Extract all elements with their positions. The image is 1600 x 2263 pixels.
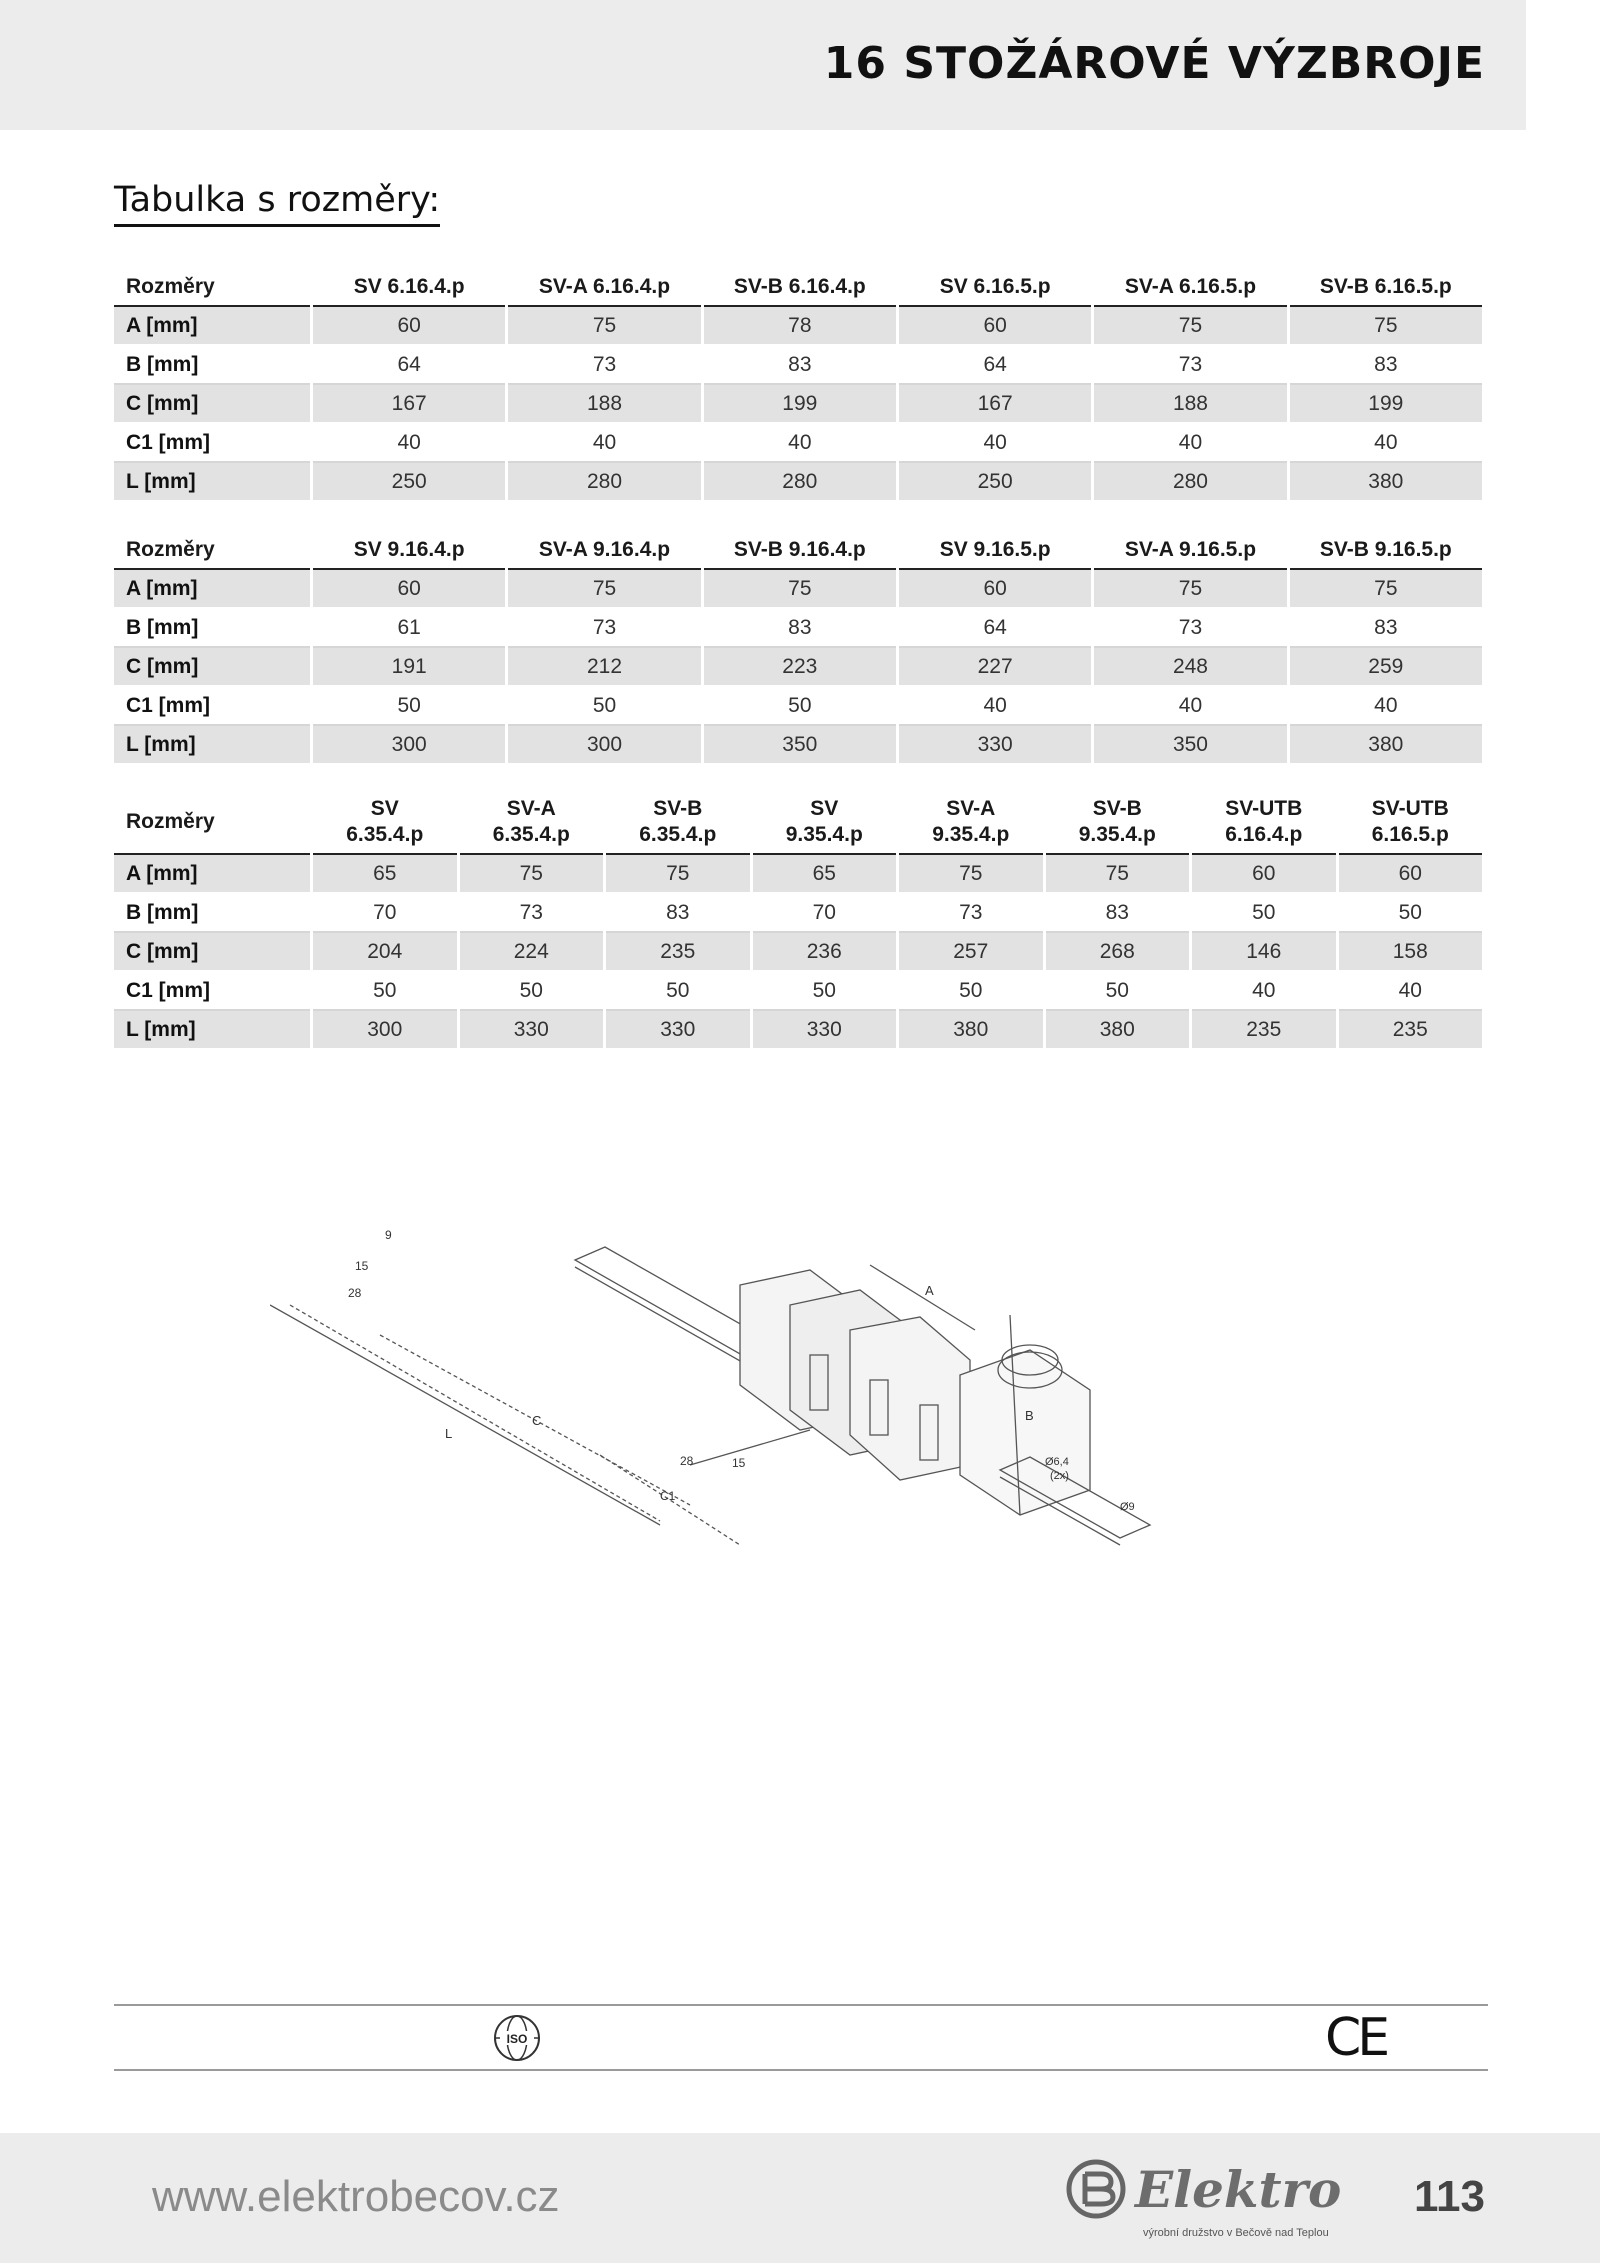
column-header-line1: SV-B bbox=[653, 797, 703, 820]
column-header bbox=[313, 796, 457, 855]
section-title: Tabulka s rozměry: bbox=[114, 180, 440, 227]
column-header bbox=[460, 796, 604, 855]
column-header bbox=[1046, 796, 1190, 855]
elektro-logo-icon bbox=[1065, 2158, 1127, 2220]
label-9-top: 9 bbox=[385, 1228, 392, 1242]
column-header-line2: 6.35.4.p bbox=[346, 823, 424, 846]
table-cell: 50 bbox=[753, 972, 897, 1011]
terminal-block-3 bbox=[850, 1317, 970, 1480]
table-cell: 75 bbox=[508, 570, 700, 609]
column-header bbox=[1192, 796, 1336, 855]
table-cell: 350 bbox=[1094, 726, 1286, 765]
column-header-line1: SV-UTB bbox=[1371, 797, 1449, 820]
table-cell: 75 bbox=[1046, 855, 1190, 894]
column-header: SV 6.16.4.p bbox=[313, 268, 505, 307]
table-cell: 50 bbox=[313, 687, 505, 726]
dimensions-table-2 bbox=[111, 531, 1485, 765]
table-cell: 73 bbox=[460, 894, 604, 933]
table-cell: 73 bbox=[508, 346, 700, 385]
table-cell: 65 bbox=[753, 855, 897, 894]
table-cell: 60 bbox=[899, 307, 1091, 346]
column-header-line1: SV bbox=[810, 797, 839, 820]
table-cell: 75 bbox=[1094, 570, 1286, 609]
column-header-line1: SV bbox=[370, 797, 399, 820]
table-row bbox=[114, 1011, 1482, 1050]
dim-L-extension bbox=[270, 1305, 660, 1525]
ce-mark: CE bbox=[1325, 2008, 1387, 2068]
table-row bbox=[114, 687, 1482, 726]
table-cell: 50 bbox=[1192, 894, 1336, 933]
table-cell: 300 bbox=[508, 726, 700, 765]
column-header: SV-A 6.16.4.p bbox=[508, 268, 700, 307]
table-cell: 60 bbox=[899, 570, 1091, 609]
table-cell: 40 bbox=[1192, 972, 1336, 1011]
table-cell: 259 bbox=[1290, 648, 1482, 687]
table-header-row bbox=[114, 531, 1482, 570]
table-cell: 300 bbox=[313, 726, 505, 765]
table-cell: 250 bbox=[313, 463, 505, 502]
label-28-top: 28 bbox=[348, 1286, 362, 1300]
table-cell: 40 bbox=[899, 687, 1091, 726]
column-header: SV-A 9.16.4.p bbox=[508, 531, 700, 570]
table-cell: 60 bbox=[313, 570, 505, 609]
table-cell: 83 bbox=[1290, 609, 1482, 648]
table-cell: 40 bbox=[1339, 972, 1483, 1011]
row-label: C1 [mm] bbox=[114, 972, 310, 1011]
table-cell: 65 bbox=[313, 855, 457, 894]
corner-cell: Rozměry bbox=[114, 531, 310, 570]
chapter-title: 16 STOŽÁROVÉ VÝZBROJE bbox=[823, 38, 1485, 89]
label-15-top: 15 bbox=[355, 1259, 369, 1273]
table-header-row bbox=[114, 268, 1482, 307]
table-cell: 188 bbox=[1094, 385, 1286, 424]
row-label: C [mm] bbox=[114, 933, 310, 972]
label-9-bottom: Ø9 bbox=[1120, 1501, 1135, 1513]
table-cell: 146 bbox=[1192, 933, 1336, 972]
table-cell: 73 bbox=[508, 609, 700, 648]
iso-label: ISO bbox=[506, 2032, 528, 2046]
technical-drawing bbox=[270, 1225, 1250, 1785]
table-cell: 167 bbox=[313, 385, 505, 424]
table-row bbox=[114, 609, 1482, 648]
column-header bbox=[1339, 796, 1483, 855]
table-cell: 191 bbox=[313, 648, 505, 687]
label-C: C bbox=[532, 1413, 542, 1428]
table-cell: 83 bbox=[704, 609, 896, 648]
table-cell: 75 bbox=[508, 307, 700, 346]
column-header: SV 6.16.5.p bbox=[899, 268, 1091, 307]
table-row bbox=[114, 855, 1482, 894]
table-cell: 199 bbox=[704, 385, 896, 424]
table-cell: 40 bbox=[508, 424, 700, 463]
table-cell: 75 bbox=[460, 855, 604, 894]
table-cell: 380 bbox=[1046, 1011, 1190, 1050]
table-cell: 75 bbox=[1290, 570, 1482, 609]
table-cell: 75 bbox=[1290, 307, 1482, 346]
table-cell: 236 bbox=[753, 933, 897, 972]
row-label: A [mm] bbox=[114, 570, 310, 609]
column-header-line1: SV-A bbox=[946, 797, 996, 820]
table-cell: 330 bbox=[460, 1011, 604, 1050]
table-cell: 204 bbox=[313, 933, 457, 972]
page-number: 113 bbox=[1414, 2172, 1485, 2221]
table-cell: 250 bbox=[899, 463, 1091, 502]
column-header: SV-B 9.16.5.p bbox=[1290, 531, 1482, 570]
table-cell: 280 bbox=[508, 463, 700, 502]
table-cell: 75 bbox=[1094, 307, 1286, 346]
table-cell: 83 bbox=[704, 346, 896, 385]
table-row bbox=[114, 570, 1482, 609]
label-A: A bbox=[925, 1283, 934, 1298]
footer-divider-bottom bbox=[114, 2069, 1488, 2071]
column-header: SV-B 6.16.5.p bbox=[1290, 268, 1482, 307]
dimensions-table-3 bbox=[111, 796, 1485, 1050]
dimensions-table-1 bbox=[111, 268, 1485, 502]
label-L: L bbox=[445, 1426, 453, 1441]
table-cell: 40 bbox=[1290, 424, 1482, 463]
table-cell: 50 bbox=[704, 687, 896, 726]
row-label: C [mm] bbox=[114, 385, 310, 424]
table-cell: 50 bbox=[606, 972, 750, 1011]
table-cell: 83 bbox=[1290, 346, 1482, 385]
table-cell: 64 bbox=[899, 346, 1091, 385]
table-cell: 70 bbox=[313, 894, 457, 933]
label-B: B bbox=[1025, 1408, 1034, 1423]
table-cell: 60 bbox=[1339, 855, 1483, 894]
table-cell: 40 bbox=[1094, 687, 1286, 726]
column-header-line2: 9.35.4.p bbox=[785, 823, 863, 846]
iso-icon bbox=[492, 2013, 542, 2063]
column-header-line1: SV-UTB bbox=[1225, 797, 1303, 820]
column-header: SV 9.16.4.p bbox=[313, 531, 505, 570]
row-label: L [mm] bbox=[114, 463, 310, 502]
table-cell: 330 bbox=[606, 1011, 750, 1050]
table-cell: 40 bbox=[704, 424, 896, 463]
column-header: SV-B 9.16.4.p bbox=[704, 531, 896, 570]
column-header bbox=[606, 796, 750, 855]
column-header-line1: SV-B bbox=[1092, 797, 1142, 820]
table-cell: 167 bbox=[899, 385, 1091, 424]
corner-cell: Rozměry bbox=[114, 796, 310, 855]
row-label: A [mm] bbox=[114, 307, 310, 346]
table-row bbox=[114, 648, 1482, 687]
table-cell: 199 bbox=[1290, 385, 1482, 424]
table-cell: 75 bbox=[704, 570, 896, 609]
table-cell: 40 bbox=[899, 424, 1091, 463]
table-cell: 40 bbox=[1290, 687, 1482, 726]
table-cell: 212 bbox=[508, 648, 700, 687]
table-cell: 50 bbox=[899, 972, 1043, 1011]
row-label: L [mm] bbox=[114, 1011, 310, 1050]
column-header: SV-A 6.16.5.p bbox=[1094, 268, 1286, 307]
table-cell: 40 bbox=[1094, 424, 1286, 463]
row-label: A [mm] bbox=[114, 855, 310, 894]
table-cell: 235 bbox=[1192, 1011, 1336, 1050]
table-cell: 64 bbox=[313, 346, 505, 385]
table-cell: 223 bbox=[704, 648, 896, 687]
table-cell: 235 bbox=[1339, 1011, 1483, 1050]
table-cell: 268 bbox=[1046, 933, 1190, 972]
table-cell: 50 bbox=[460, 972, 604, 1011]
row-label: B [mm] bbox=[114, 609, 310, 648]
table-cell: 73 bbox=[899, 894, 1043, 933]
table-cell: 61 bbox=[313, 609, 505, 648]
column-header-line2: 6.16.4.p bbox=[1225, 823, 1303, 846]
table-cell: 235 bbox=[606, 933, 750, 972]
table-cell: 330 bbox=[753, 1011, 897, 1050]
table-cell: 380 bbox=[1290, 726, 1482, 765]
row-label: B [mm] bbox=[114, 346, 310, 385]
column-header bbox=[753, 796, 897, 855]
table-cell: 50 bbox=[1339, 894, 1483, 933]
elektro-logo-text: Elektro bbox=[1135, 2160, 1342, 2219]
table-cell: 50 bbox=[313, 972, 457, 1011]
column-header-line2: 6.35.4.p bbox=[639, 823, 717, 846]
dim-L-line bbox=[290, 1305, 660, 1521]
table-cell: 50 bbox=[508, 687, 700, 726]
corner-cell: Rozměry bbox=[114, 268, 310, 307]
table-row bbox=[114, 346, 1482, 385]
table-cell: 300 bbox=[313, 1011, 457, 1050]
label-C1: C1 bbox=[660, 1489, 676, 1503]
table-cell: 257 bbox=[899, 933, 1043, 972]
table-cell: 60 bbox=[313, 307, 505, 346]
table-row bbox=[114, 972, 1482, 1011]
table-cell: 280 bbox=[1094, 463, 1286, 502]
table-cell: 248 bbox=[1094, 648, 1286, 687]
table-row bbox=[114, 726, 1482, 765]
table-cell: 50 bbox=[1046, 972, 1190, 1011]
label-15-bottom: 15 bbox=[732, 1456, 746, 1470]
table-cell: 83 bbox=[1046, 894, 1190, 933]
column-header-line1: SV-A bbox=[506, 797, 556, 820]
column-header-line2: 9.35.4.p bbox=[1078, 823, 1156, 846]
table-cell: 64 bbox=[899, 609, 1091, 648]
column-header-line2: 6.35.4.p bbox=[492, 823, 570, 846]
column-header: SV-B 6.16.4.p bbox=[704, 268, 896, 307]
table-cell: 73 bbox=[1094, 609, 1286, 648]
label-28-bottom: 28 bbox=[680, 1454, 694, 1468]
table-cell: 188 bbox=[508, 385, 700, 424]
table-row bbox=[114, 933, 1482, 972]
table-cell: 350 bbox=[704, 726, 896, 765]
table-row bbox=[114, 463, 1482, 502]
website-link[interactable]: www.elektrobecov.cz bbox=[152, 2172, 560, 2221]
table-cell: 70 bbox=[753, 894, 897, 933]
table-header-row bbox=[114, 796, 1482, 855]
column-header-line2: 9.35.4.p bbox=[932, 823, 1010, 846]
table-row bbox=[114, 385, 1482, 424]
row-label: B [mm] bbox=[114, 894, 310, 933]
row-label: C1 [mm] bbox=[114, 687, 310, 726]
table-row bbox=[114, 424, 1482, 463]
table-cell: 224 bbox=[460, 933, 604, 972]
table-cell: 380 bbox=[1290, 463, 1482, 502]
column-header-line2: 6.16.5.p bbox=[1371, 823, 1449, 846]
table-row bbox=[114, 307, 1482, 346]
logo-tagline: výrobní družstvo v Bečově nad Teplou bbox=[1143, 2227, 1329, 2239]
label-hole-count: (2x) bbox=[1050, 1470, 1069, 1482]
row-label: C1 [mm] bbox=[114, 424, 310, 463]
label-hole: Ø6,4 bbox=[1045, 1456, 1069, 1468]
column-header: SV 9.16.5.p bbox=[899, 531, 1091, 570]
table-cell: 75 bbox=[606, 855, 750, 894]
column-header: SV-A 9.16.5.p bbox=[1094, 531, 1286, 570]
table-cell: 73 bbox=[1094, 346, 1286, 385]
row-label: L [mm] bbox=[114, 726, 310, 765]
table-cell: 330 bbox=[899, 726, 1091, 765]
row-label: C [mm] bbox=[114, 648, 310, 687]
table-cell: 78 bbox=[704, 307, 896, 346]
table-cell: 227 bbox=[899, 648, 1091, 687]
footer-divider-top bbox=[114, 2004, 1488, 2006]
table-cell: 380 bbox=[899, 1011, 1043, 1050]
table-cell: 75 bbox=[899, 855, 1043, 894]
table-cell: 40 bbox=[313, 424, 505, 463]
column-header bbox=[899, 796, 1043, 855]
table-cell: 158 bbox=[1339, 933, 1483, 972]
table-cell: 60 bbox=[1192, 855, 1336, 894]
table-row bbox=[114, 894, 1482, 933]
dim-28-line bbox=[690, 1430, 810, 1465]
table-cell: 280 bbox=[704, 463, 896, 502]
table-cell: 83 bbox=[606, 894, 750, 933]
